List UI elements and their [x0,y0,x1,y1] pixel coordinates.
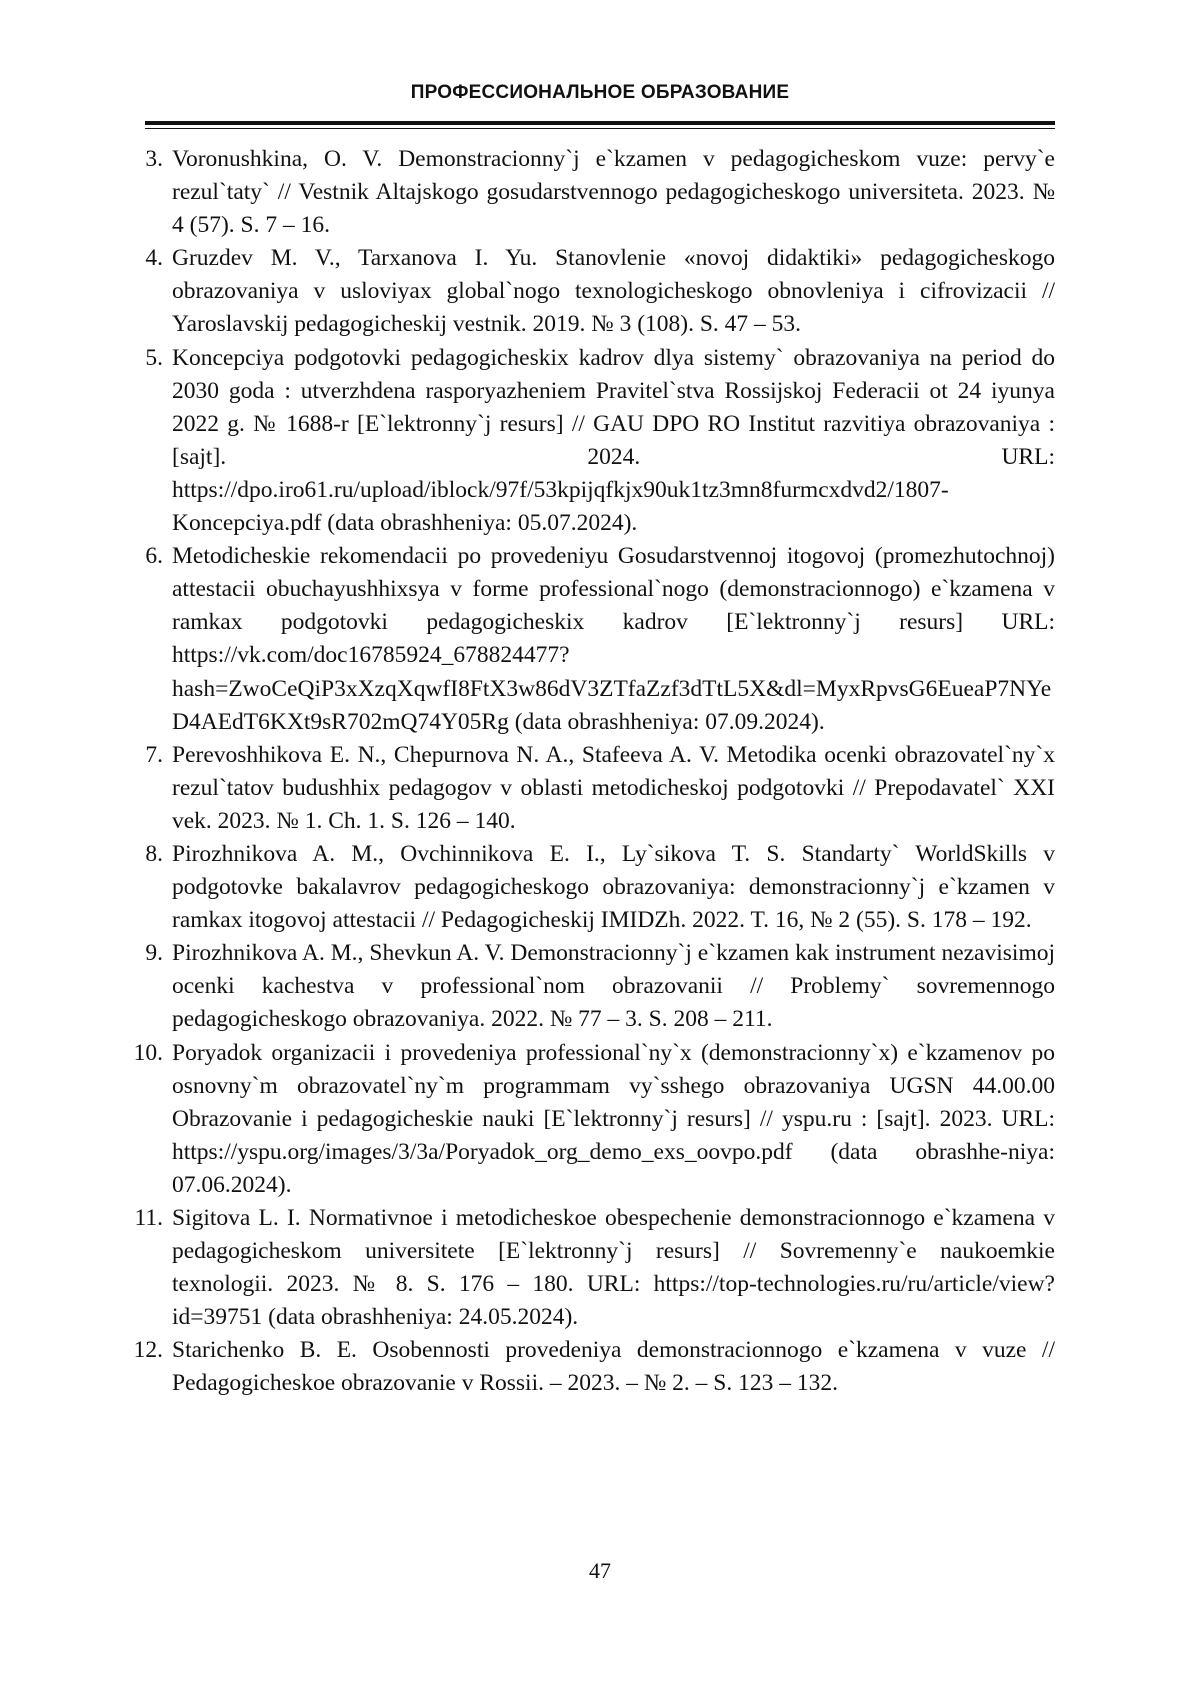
reference-number: 4. [145,245,163,272]
reference-text: Voronushkina, O. V. Demonstracionny`j e`kzamen v pedagogicheskom vuze: pervy`e rezul`taty` // Vestnik Altajskogo gosudarstvennogo pedagogicheskogo universiteta. 2023. № 4 (57). S. 7 – 16. [172,146,1055,239]
reference-number: 11. [134,1205,163,1231]
reference-item-12 [115,1334,1055,1400]
reference-item-6 [115,540,1055,739]
reference-text: Metodicheskie rekomendacii po provedeniyu Gosudarstvennoj itogovoj (promezhutochnoj) attestacii obuchayushhixsya v forme professional`nogo (demonstracionnogo) e`kzamena v ramkax podgotovki pedagogicheskix kadrov [E`lektronny`j resurs] URL: https://vk.com/doc16785924_678824477?hash=ZwoCeQiP3xXzqXqwfI8FtX3w86dV3ZTfaZzf3dTtL5X&dl=MyxRpvsG6EueaP7NYeD4AEdT6KXt9sR702mQ74Y05Rg (data obrashheniya: 07.09.2024). [172,543,1055,735]
reference-list [115,143,1055,1401]
reference-text: Sigitova L. I. Normativnoe i metodicheskoe obespechenie demonstracionnogo e`kzamena v pedagogicheskom universitete [E`lektronny`j resurs] // Sovremenny`e naukoemkie texnologii. 2023. № 8. S. 176 – 180. URL: https://top-technologies.ru/ru/article/view?id=39751 (data obrashheniya: 24.05.2024). [172,1205,1055,1331]
reference-number: 8. [145,840,163,867]
reference-text: Pirozhnikova A. M., Ovchinnikova E. I., Ly`sikova T. S. Standarty` WorldSkills v podgotovke bakalavrov pedagogicheskogo obrazovaniya: demonstracionny`j e`kzamen v ramkax itogovoj attestacii // Pedagogicheskij IMIDZh. 2022. T. 16, № 2 (55). S. 178 – 192. [172,840,1055,934]
header-rule-thin [145,128,1055,129]
reference-number: 3. [145,146,163,172]
reference-item-11 [115,1202,1055,1334]
reference-item-3 [115,143,1055,242]
reference-text: Starichenko B. E. Osobennosti provedeniya demonstracionnogo e`kzamena v vuze // Pedagogicheskoe obrazovanie v Rossii. – 2023. – № 2. – S. 123 – 132. [172,1337,1055,1397]
reference-text: Gruzdev M. V., Tarxanova I. Yu. Stanovlenie «novoj didaktiki» pedagogicheskogo obrazovaniya v usloviyax global`nogo texnologicheskogo obnovleniya i cifrovizacii // Yaroslavskij pedagogicheskij vestnik. 2019. № 3 (108). S. 47 – 53. [172,245,1055,338]
reference-number: 6. [145,543,163,570]
reference-item-7 [115,739,1055,838]
reference-item-9 [115,937,1055,1036]
page-number: 47 [589,1558,611,1583]
reference-number: 7. [145,741,163,768]
reference-text: Koncepciya podgotovki pedagogicheskix kadrov dlya sistemy` obrazovaniya na period do 2030 goda : utverzhdena rasporyazheniem Pravitel`stva Rossijskoj Federacii ot 24 iyunya 2022 g. № 1688-r [E`lektronny`j resurs] // GAU DPO RO Institut razvitiya obrazovaniya : [sajt]. 2024. URL: https://dpo.iro61.ru/upload/iblock/97f/53kpijqfkjx90uk1tz3mn8furmcxdvd2/1807-Koncepciya.pdf (data obrashheniya: 05.07.2024). [172,344,1055,537]
reference-text: Poryadok organizacii i provedeniya professional`ny`x (demonstracionny`x) e`kzamenov po osnovny`m obrazovatel`ny`m programmam vy`sshego obrazovaniya UGSN 44.00.00 Obrazovanie i pedagogicheskie nauki [E`lektronny`j resurs] // yspu.ru : [sajt]. 2023. URL: https://yspu.org/images/3/3a/Poryadok_org_demo_exs_oovpo.pdf (data obrashhe-niya: 07.06.2024). [172,1039,1055,1198]
reference-number: 10. [133,1039,163,1066]
reference-number: 5. [145,344,163,371]
reference-number: 9. [145,940,163,967]
reference-text: Pirozhnikova A. M., Shevkun A. V. Demonstracionny`j e`kzamen kak instrument nezavisimoj ocenki kachestva v professional`nom obrazovanii // Problemy` sovremennogo pedagogicheskogo obrazovaniya. 2022. № 77 – 3. S. 208 – 211. [172,940,1055,1033]
reference-item-8 [115,838,1055,937]
reference-item-4 [115,242,1055,341]
header-rule-thick [145,121,1055,125]
reference-item-5 [115,342,1055,541]
running-header: ПРОФЕССИОНАЛЬНОЕ ОБРАЗОВАНИЕ [410,82,790,103]
reference-item-10 [115,1037,1055,1202]
reference-text: Perevoshhikova E. N., Chepurnova N. A., Stafeeva A. V. Metodika ocenki obrazovatel`ny`x rezul`tatov budushhix pedagogov v oblasti metodicheskoj podgotovki // Prepodavatel` XXI vek. 2023. № 1. Ch. 1. S. 126 – 140. [172,741,1055,834]
reference-number: 12. [133,1337,163,1364]
